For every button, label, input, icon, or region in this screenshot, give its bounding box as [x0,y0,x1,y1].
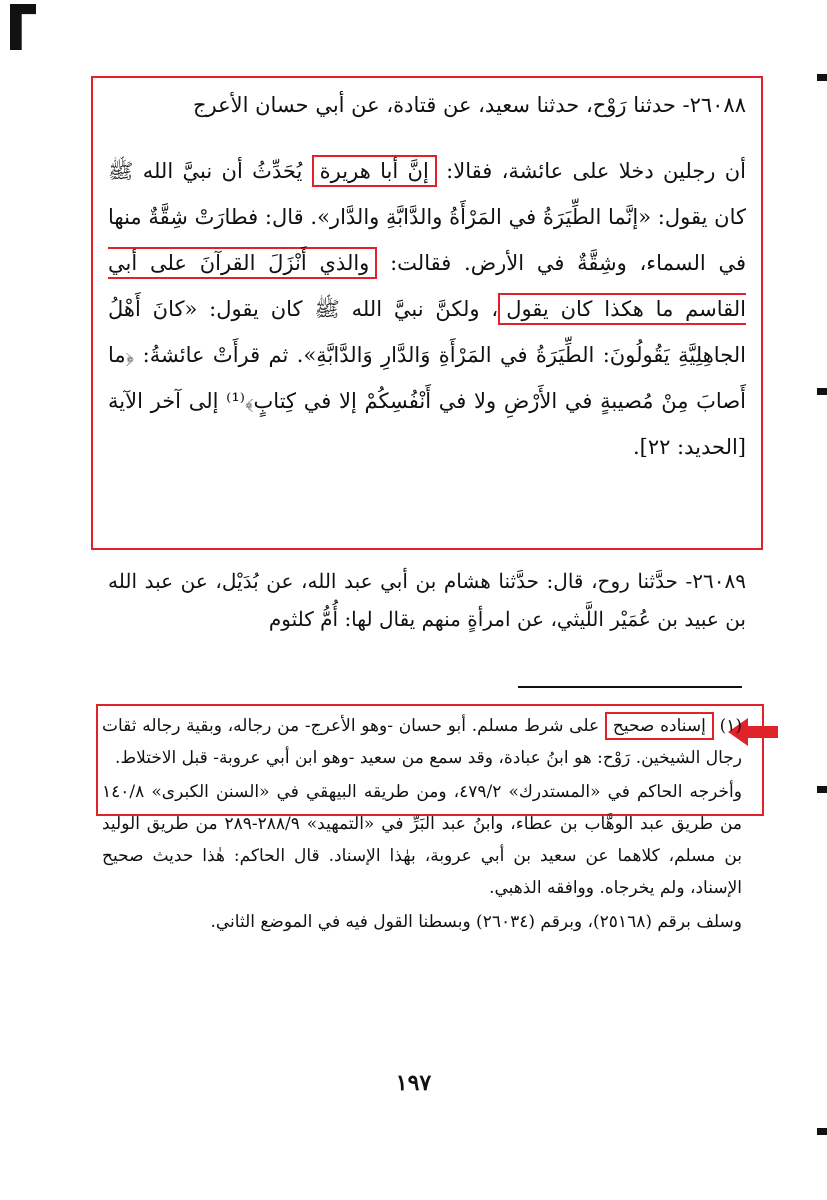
hadith-matn [108,148,746,470]
hadith-isnad: ٢٦٠٨٨- حدثنا رَوْح، حدثنا سعيد، عن قتادة، عن أبي حسان الأعرج [192,93,746,117]
hadith-26089 [108,562,746,638]
footnote-marker: (١) [719,716,742,736]
matn-part-3: ، ولكنَّ نبيَّ الله ﷺ كان يقول: «كانَ أَهْلُ الجاهِلِيَّةِ يَقُولُونَ: الطِّيَرَةُ في المَرْأَةِ وَالدَّارِ وَالدَّابَّةِ». ثم قرأَتْ عائشةُ: ﴿ما أَصابَ مِنْ مُصيبةٍ في الأَرْضِ ولا في أَنْفُسِكُمْ إلا في كِتابٍ﴾⁽¹⁾ إلى آخر الآية [الحديد: ٢٢]. [108,297,746,459]
footnote-takhrij: وأخرجه الحاكم في «المستدرك» ٤٧٩/٢، ومن طريقه البيهقي في «السنن الكبرى» ١٤٠/٨ من طريق عبد الوهَّاب بن عطاء، وابنُ عبد البَرِّ في «التمهيد» ٢٨٨/٩-٢٨٩ من طريق الوليد بن مسلم، كلاهما عن سعيد بن أبي عروبة، بهٰذا الإسناد. قال الحاكم: هٰذا حديث صحيح الإسناد، ولم يخرجاه. ووافقه الذهبي. [102,782,743,898]
scan-edge-mark [817,1128,827,1135]
page-number: ١٩٧ [395,1070,432,1096]
footnotes [102,710,742,938]
scan-edge-mark [817,74,827,81]
hadith-26089-text: ٢٦٠٨٩- حدَّثنا روح، قال: حدَّثنا هشام بن أبي عبد الله، عن بُدَيْل، عن عبد الله بن عبيد بن عُمَيْر اللَّيثي، عن امرأةٍ منهم يقال لها: أُمُّ كلثوم [108,569,746,631]
hadith-26088 [108,86,746,470]
boxed-phrase-abu-hurayra: إنَّ أبا هريرة [312,155,437,187]
scan-edge-mark [817,388,827,395]
matn-part-1: أن رجلين دخلا على عائشة، فقالا: [436,159,747,183]
matn-part-2: يُحَدِّثُ أن نبيَّ الله ﷺ كان يقول: «إنَّما الطِّيَرَةُ في المَرْأَةُ والدَّابَّةِ والدَّار». قال: فطارَتْ شِقَّةٌ منها في السماء، وشِقَّةٌ في الأرض. فقالت: [108,159,746,275]
scan-edge-mark [817,786,827,793]
scan-corner-mark [10,4,36,50]
footnote-cross-ref: وسلف برقم (٢٥١٦٨)، وبرقم (٢٦٠٣٤) وبسطنا القول فيه في الموضع الثاني. [210,912,742,932]
boxed-phrase-isnad-sahih: إسناده صحيح [605,712,714,740]
boxed-phrase-aisha-oath: والذي أَنْزَلَ القرآنَ على أبي القاسم ما هكذا كان يقول [108,247,746,325]
footnote-separator [518,686,742,688]
footnote-1-text: على شرط مسلم. أبو حسان -وهو الأعرج- من رجاله، وبقية رجاله ثقات رجال الشيخين. رَوْح: هو ابنُ عبادة، وقد سمع من سعيد -وهو ابن أبي عروبة- قبل الاختلاط. [102,716,742,768]
footnote-1 [102,710,742,774]
